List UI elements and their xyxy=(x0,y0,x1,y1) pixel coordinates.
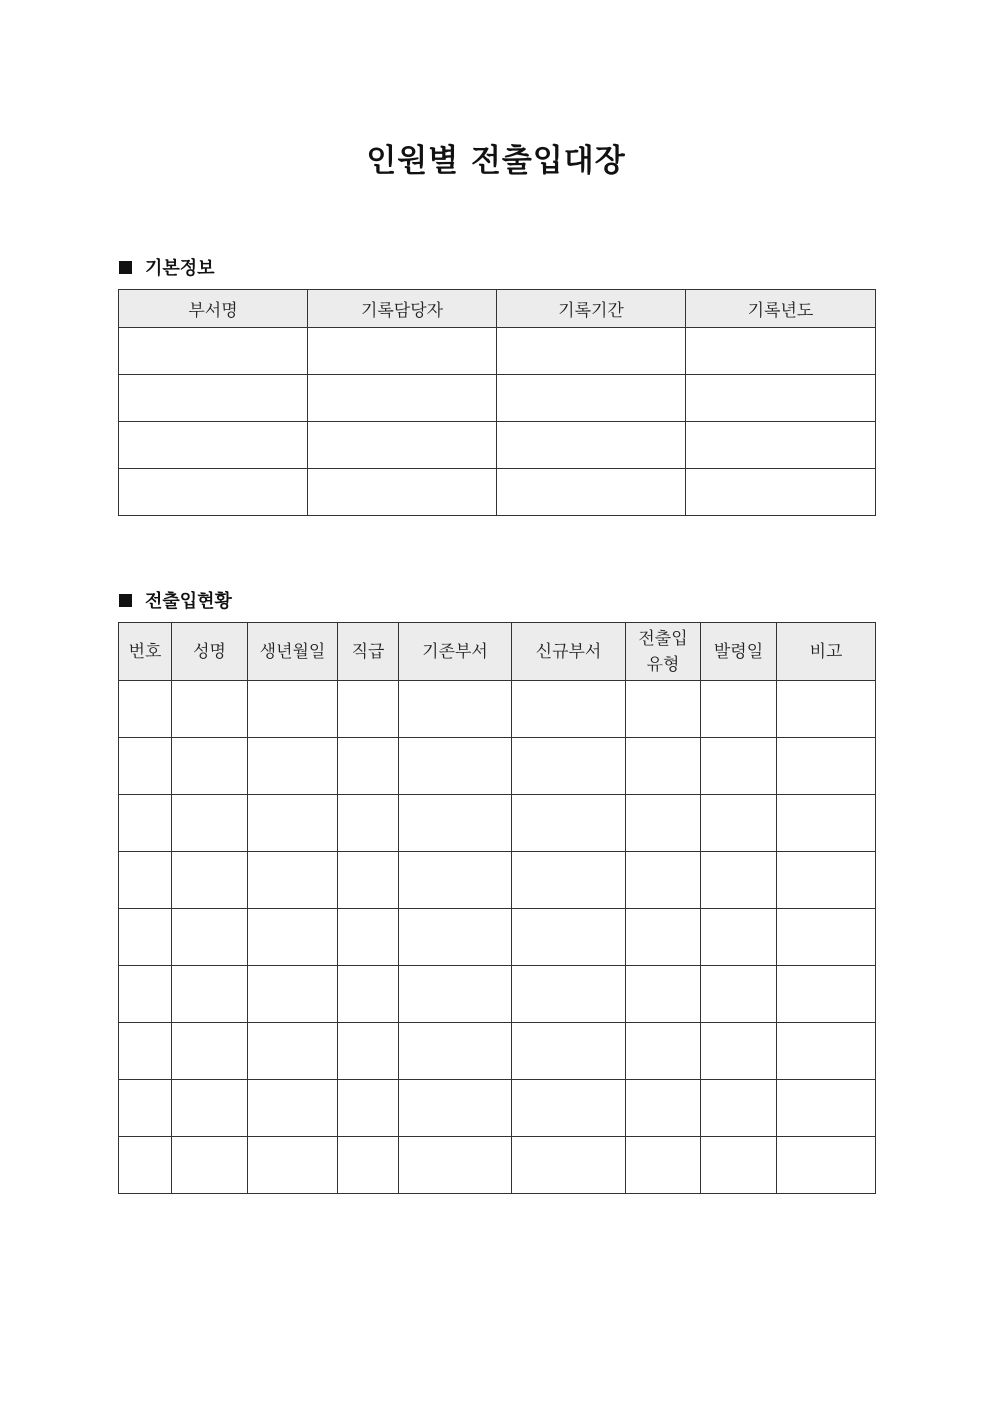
table-cell[interactable] xyxy=(777,738,876,795)
column-header-new-department: 신규부서 xyxy=(512,623,626,681)
table-cell[interactable] xyxy=(338,1137,399,1194)
table-cell[interactable] xyxy=(119,909,172,966)
table-cell[interactable] xyxy=(119,681,172,738)
table-cell[interactable] xyxy=(512,1137,626,1194)
table-cell[interactable] xyxy=(777,909,876,966)
table-row xyxy=(119,422,876,469)
column-header-previous-department: 기존부서 xyxy=(399,623,512,681)
table-cell[interactable] xyxy=(701,681,777,738)
table-cell[interactable] xyxy=(701,1023,777,1080)
table-cell[interactable] xyxy=(338,909,399,966)
table-cell[interactable] xyxy=(399,1137,512,1194)
table-row xyxy=(119,738,876,795)
column-header-department: 부서명 xyxy=(119,290,308,328)
table-cell[interactable] xyxy=(399,1023,512,1080)
table-cell[interactable] xyxy=(119,738,172,795)
table-cell[interactable] xyxy=(512,966,626,1023)
table-cell[interactable] xyxy=(172,1137,248,1194)
table-cell[interactable] xyxy=(308,469,497,516)
table-cell[interactable] xyxy=(338,1080,399,1137)
table-row xyxy=(119,909,876,966)
table-cell[interactable] xyxy=(338,681,399,738)
basic-info-table xyxy=(118,289,876,516)
square-bullet-icon xyxy=(119,261,132,274)
table-cell[interactable] xyxy=(512,1080,626,1137)
table-cell[interactable] xyxy=(701,738,777,795)
table-cell[interactable] xyxy=(777,966,876,1023)
table-row xyxy=(119,328,876,375)
table-cell[interactable] xyxy=(119,328,308,375)
table-cell[interactable] xyxy=(172,1023,248,1080)
table-cell[interactable] xyxy=(119,469,308,516)
table-cell[interactable] xyxy=(119,375,308,422)
table-cell[interactable] xyxy=(338,966,399,1023)
basic-info-heading xyxy=(119,254,215,280)
table-row xyxy=(119,852,876,909)
table-cell[interactable] xyxy=(626,909,701,966)
table-cell[interactable] xyxy=(248,909,338,966)
square-bullet-icon xyxy=(119,594,132,607)
table-row xyxy=(119,375,876,422)
table-cell[interactable] xyxy=(172,1080,248,1137)
column-header-number: 번호 xyxy=(119,623,172,681)
column-header-record-year: 기록년도 xyxy=(686,290,876,328)
basic-info-header-row xyxy=(119,290,876,328)
table-cell[interactable] xyxy=(399,795,512,852)
table-cell[interactable] xyxy=(338,852,399,909)
table-cell[interactable] xyxy=(777,1080,876,1137)
table-cell[interactable] xyxy=(512,852,626,909)
table-cell[interactable] xyxy=(701,1080,777,1137)
table-cell[interactable] xyxy=(308,328,497,375)
table-cell[interactable] xyxy=(686,375,876,422)
table-cell[interactable] xyxy=(172,909,248,966)
table-cell[interactable] xyxy=(497,469,686,516)
table-cell[interactable] xyxy=(119,1080,172,1137)
table-cell[interactable] xyxy=(172,966,248,1023)
transfer-status-heading-label: 전출입현황 xyxy=(145,591,232,612)
table-cell[interactable] xyxy=(119,852,172,909)
table-cell[interactable] xyxy=(248,1080,338,1137)
column-header-appointment-date: 발령일 xyxy=(701,623,777,681)
table-row xyxy=(119,681,876,738)
table-cell[interactable] xyxy=(119,1137,172,1194)
table-cell[interactable] xyxy=(248,738,338,795)
table-cell[interactable] xyxy=(248,1023,338,1080)
column-header-remarks: 비고 xyxy=(777,623,876,681)
table-cell[interactable] xyxy=(399,909,512,966)
table-cell[interactable] xyxy=(248,681,338,738)
table-cell[interactable] xyxy=(777,852,876,909)
table-cell[interactable] xyxy=(497,422,686,469)
table-cell[interactable] xyxy=(248,1137,338,1194)
table-cell[interactable] xyxy=(338,795,399,852)
table-row xyxy=(119,1023,876,1080)
table-cell[interactable] xyxy=(497,328,686,375)
page-title: 인원별 전출입대장 xyxy=(366,143,626,179)
table-cell[interactable] xyxy=(701,1137,777,1194)
table-cell[interactable] xyxy=(119,795,172,852)
table-cell[interactable] xyxy=(512,738,626,795)
table-row xyxy=(119,795,876,852)
table-cell[interactable] xyxy=(626,681,701,738)
table-cell[interactable] xyxy=(777,795,876,852)
table-cell[interactable] xyxy=(248,852,338,909)
table-cell[interactable] xyxy=(399,1080,512,1137)
table-cell[interactable] xyxy=(512,1023,626,1080)
table-cell[interactable] xyxy=(777,1137,876,1194)
table-cell[interactable] xyxy=(626,1137,701,1194)
table-cell[interactable] xyxy=(701,966,777,1023)
column-header-transfer-type xyxy=(626,623,701,681)
table-cell[interactable] xyxy=(399,966,512,1023)
table-cell[interactable] xyxy=(338,1023,399,1080)
transfer-type-label-line1: 전출입 xyxy=(638,628,688,649)
column-header-position: 직급 xyxy=(338,623,399,681)
table-cell[interactable] xyxy=(248,966,338,1023)
table-cell[interactable] xyxy=(119,422,308,469)
table-cell[interactable] xyxy=(777,1023,876,1080)
column-header-record-period: 기록기간 xyxy=(497,290,686,328)
table-cell[interactable] xyxy=(512,909,626,966)
table-cell[interactable] xyxy=(119,966,172,1023)
transfer-type-label-line2: 유형 xyxy=(646,654,680,675)
table-cell[interactable] xyxy=(399,681,512,738)
table-cell[interactable] xyxy=(497,375,686,422)
column-header-record-manager: 기록담당자 xyxy=(308,290,497,328)
table-cell[interactable] xyxy=(701,852,777,909)
table-cell[interactable] xyxy=(338,738,399,795)
table-cell[interactable] xyxy=(626,966,701,1023)
table-cell[interactable] xyxy=(308,422,497,469)
table-row xyxy=(119,1137,876,1194)
table-cell[interactable] xyxy=(626,1023,701,1080)
transfer-status-table xyxy=(118,622,876,1194)
column-header-name: 성명 xyxy=(172,623,248,681)
column-header-birthdate: 생년월일 xyxy=(248,623,338,681)
table-cell[interactable] xyxy=(626,852,701,909)
table-cell[interactable] xyxy=(701,795,777,852)
table-cell[interactable] xyxy=(172,852,248,909)
transfer-status-header-row xyxy=(119,623,876,681)
table-cell[interactable] xyxy=(512,795,626,852)
table-row xyxy=(119,469,876,516)
table-cell[interactable] xyxy=(626,795,701,852)
table-cell[interactable] xyxy=(512,681,626,738)
table-cell[interactable] xyxy=(686,328,876,375)
table-cell[interactable] xyxy=(399,738,512,795)
table-cell[interactable] xyxy=(777,681,876,738)
table-cell[interactable] xyxy=(626,1080,701,1137)
table-cell[interactable] xyxy=(626,738,701,795)
table-cell[interactable] xyxy=(172,795,248,852)
table-cell[interactable] xyxy=(701,909,777,966)
table-cell[interactable] xyxy=(172,738,248,795)
table-cell[interactable] xyxy=(248,795,338,852)
table-cell[interactable] xyxy=(399,852,512,909)
table-row xyxy=(119,966,876,1023)
table-cell[interactable] xyxy=(308,375,497,422)
transfer-status-heading xyxy=(119,587,232,613)
table-row xyxy=(119,1080,876,1137)
table-cell[interactable] xyxy=(172,681,248,738)
basic-info-heading-label: 기본정보 xyxy=(145,258,215,279)
table-cell[interactable] xyxy=(686,422,876,469)
table-cell[interactable] xyxy=(119,1023,172,1080)
table-cell[interactable] xyxy=(686,469,876,516)
